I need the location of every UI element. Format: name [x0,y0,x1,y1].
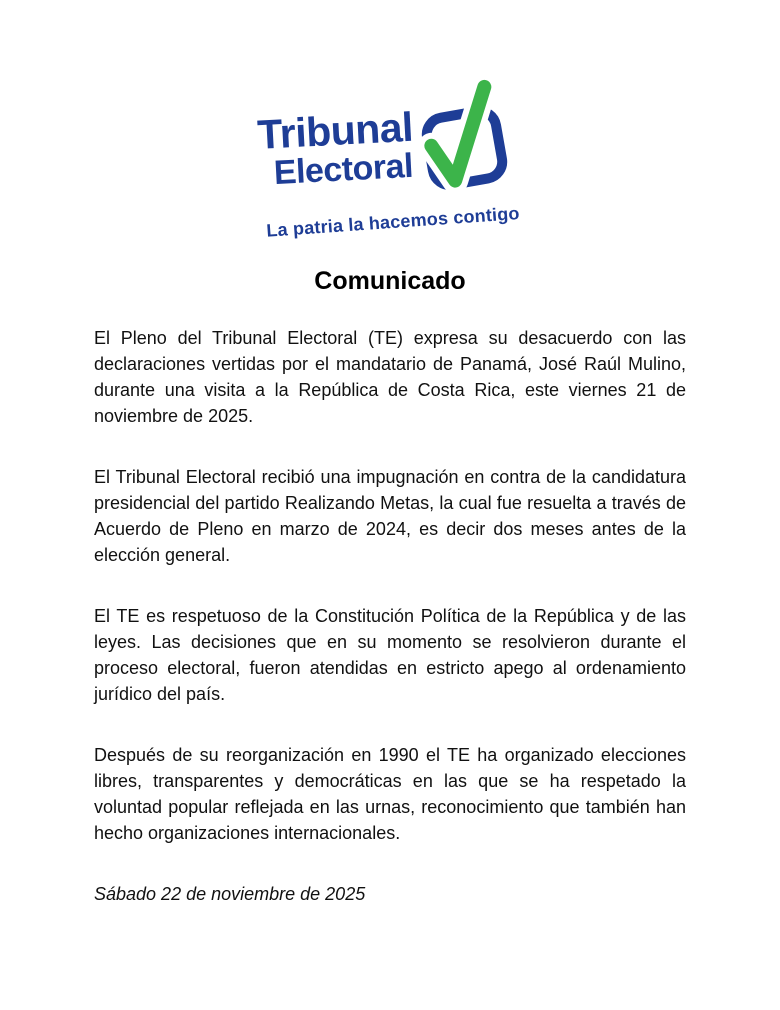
logo-title-line1: Tribunal [256,103,415,158]
logo-wordmark [256,103,416,193]
date-line: Sábado 22 de noviembre de 2025 [94,884,366,904]
logo-title-line2: Electoral [273,146,415,193]
logo-inner [256,79,525,239]
paragraph: El TE es respetuoso de la Constitución Política de la República y de las leyes. Las decisiones que en su momento se resolvieron durante el proceso electoral, fueron atendidas en estricto apego al ordenamiento jurídico del país. [94,606,686,704]
paragraph: Después de su reorganización en 1990 el TE ha organizado elecciones libres, transparentes y democráticas en las que se ha respetado la voluntad popular reflejada en las urnas, reconocimiento que también han hecho organizaciones internacionales. [94,745,686,843]
logo-checkmark-icon [417,75,523,202]
tribunal-electoral-logo [0,86,780,241]
logo-tagline: La patria la hacemos contigo [266,203,521,241]
document-body [0,267,780,907]
paragraph: El Tribunal Electoral recibió una impugnación en contra de la candidatura presidencial del partido Realizando Metas, la cual fue resuelta a través de Acuerdo de Pleno en marzo de 2024, es decir dos meses antes de la elección general. [94,467,686,565]
logo-top-row [256,79,523,215]
page-title: Comunicado [314,267,466,295]
paragraph: El Pleno del Tribunal Electoral (TE) expresa su desacuerdo con las declaraciones vertidas por el mandatario de Panamá, José Raúl Mulino, durante una visita a la República de Costa Rica, este viernes 21 de noviembre de 2025. [94,328,686,426]
